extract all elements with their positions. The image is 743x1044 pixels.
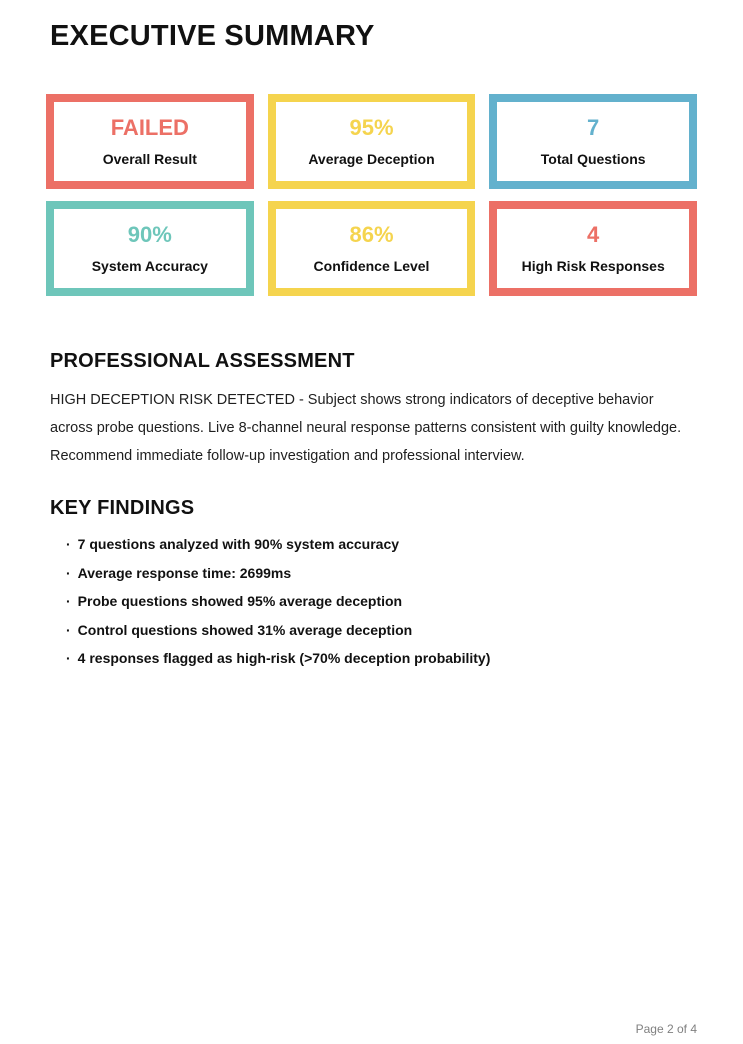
stat-card-confidence-level (268, 201, 476, 296)
bullet-icon: · (66, 621, 71, 638)
stat-value: 90% (127, 222, 172, 247)
bullet-icon: · (66, 650, 71, 666)
stat-label: Confidence Level (313, 258, 430, 274)
finding-item (66, 623, 697, 637)
finding-text: 4 responses flagged as high-risk (>70% deception probability) (77, 650, 491, 666)
finding-text: Probe questions showed 95% average deception (77, 593, 403, 609)
stat-card-average-deception (268, 94, 476, 189)
finding-item (66, 566, 697, 580)
finding-item (66, 651, 697, 665)
finding-item (66, 594, 697, 608)
findings-heading: KEY FINDINGS (50, 497, 195, 519)
stat-label: Average Deception (308, 151, 435, 167)
stat-card-system-accuracy (46, 201, 254, 296)
stat-value: FAILED (110, 115, 189, 140)
bullet-icon: · (66, 564, 71, 581)
stat-card-overall-result (46, 94, 254, 189)
stat-label: High Risk Responses (521, 258, 665, 274)
finding-text: Control questions showed 31% average deception (77, 621, 413, 638)
stat-card-high-risk-responses (489, 201, 697, 296)
page-number: Page 2 of 4 (635, 1022, 697, 1036)
stat-value: 4 (587, 222, 600, 247)
report-page (0, 20, 743, 1044)
page-title: EXECUTIVE SUMMARY (50, 20, 375, 52)
finding-text: Average response time: 2699ms (77, 564, 292, 581)
stat-value: 7 (587, 115, 600, 140)
findings-list (50, 537, 697, 665)
stat-label: Overall Result (102, 151, 197, 167)
finding-text: 7 questions analyzed with 90% system accuracy (77, 536, 400, 552)
stat-value: 95% (349, 115, 394, 140)
bullet-icon: · (66, 593, 71, 609)
stat-label: Total Questions (540, 151, 646, 167)
bullet-icon: · (66, 536, 71, 552)
stat-card-grid (46, 94, 697, 296)
stat-label: System Accuracy (91, 258, 208, 274)
finding-item (66, 537, 697, 551)
assessment-heading: PROFESSIONAL ASSESSMENT (50, 350, 355, 372)
assessment-body: HIGH DECEPTION RISK DETECTED - Subject shows strong indicators of deceptive behavior across probe questions. Live 8-channel neural response patterns consistent with guilty knowledge. Recommend immediate follow-up investigation and professional interview. (50, 392, 682, 464)
stat-value: 86% (349, 222, 394, 247)
stat-card-total-questions (489, 94, 697, 189)
